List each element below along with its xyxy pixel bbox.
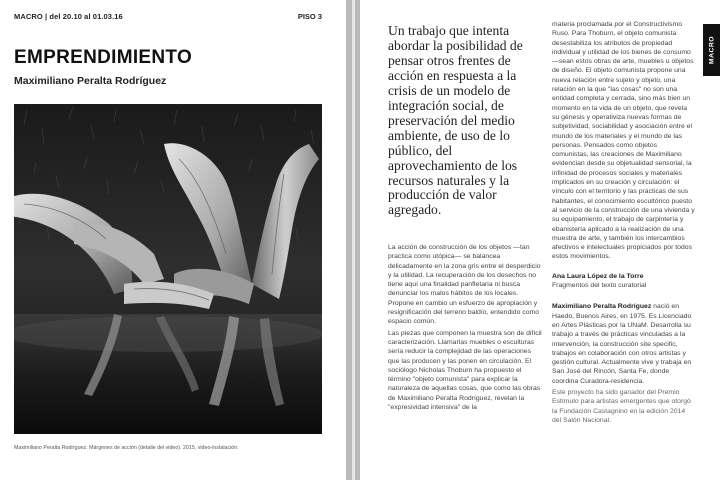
paragraph: materia proclamada por el Constructivismo Ruso. Para Thoburn, el objeto comunista desestabiliza los atributos de propiedad individual y utilidad de los bienes de consumo —sean estos obras de arte, muebles u objetos de diseño. El objeto comunista propone una nueva relación entre sujeto y objeto, una relación en la que "las cosas" no son una entidad completa y cerrada, sino más bien un momento en la vida de un objeto, que revela su génesis y operativiza nuevas formas de subjetividad, sociabilidad y asociación entre el mundo de los materiales y el mundo de las personas. Pensados como objetos comunistas, las creaciones de Maximiliano evidencian desde su objetualidad sensorial, la infinidad de procesos sociales y materiales implicados en su creación y circulación: el vínculo con el territorio y las prácticas de sus habitantes, el conocimiento escultórico puesto al servicio de la construcción de una vivienda y su equipamiento, el trabajo de carpintería y ebanistería aplicado a la realización de una muestra de arte, y también los intercambios afectivos e intelectuales propiciados por todos estos movimientos. [552,21,695,261]
left-page [0,0,346,480]
page-title: EMPRENDIMIENTO [14,47,193,68]
bio-artist-name: Maximiliano Peralta Rodríguez [552,303,652,311]
section-side-tab [703,24,720,76]
bio-text: nació en Haedo, Buenos Aires, en 1975. Es Licenciado en Artes Plásticas por la UNaM. Desarrolla su trabajo a través de prácticas vinculadas a la intervención, la construcción site specific, trabajos en colaboración con otros artistas y gestión cultural. Actualmente vive y trabaja en San José del Rincón, Santa Fe, donde coordina Curadora-residencia. [552,303,692,385]
exhibition-dates-header: MACRO | del 20.10 al 01.03.16 [14,12,123,21]
side-tab-label: MACRO [708,35,715,65]
artwork-photo [14,104,322,434]
text-column-1 [388,243,543,412]
text-column-2 [552,20,695,425]
gutter-highlight [352,0,355,480]
artist-bio [552,302,695,386]
curator-name: Ana Laura López de la Torre [552,272,644,280]
curator-signature [552,272,695,291]
artist-name: Maximiliano Peralta Rodríguez [14,75,167,87]
right-page [360,0,720,480]
floor-header: PISO 3 [297,12,322,21]
paragraph: Las piezas que componen la muestra son de difícil caracterización. Llamarlas muebles o esculturas sería reducir la complejidad de las operaciones que las producen y las ponen en circulación. El sociólogo Nicholas Thoburn ha propuesto el término "objeto comunista" para explicar la naturaleza de aquellas cosas, que como las obras de Maximiliano Peralta Rodríguez, revelan la "expresividad intensiva" de la [388,329,542,412]
paragraph: La acción de construcción de los objetos —tan practica como utópica— se balancea delicadamente en la zona gris entre el desperdicio y la utilidad. La recuperación de los desechos no tiene aquí una finalidad panfletaria ni busca denunciar los malos hábitos de los locales. Propone en cambio un esfuerzo de apropiación y resignificación del terreno baldío, entendido como espacio común. [388,244,541,326]
photo-caption: Maximiliano Peralta Rodríguez. Márgenes de acción (detalle del video). 2015, video-instalación. [14,445,239,451]
curator-role: Fragmentos del texto curatorial [552,282,647,290]
pull-quote: Un trabajo que intenta abordar la posibilidad de pensar otros frentes de acción en respuesta a la crisis de un modelo de integración social, de preservación del medio ambiente, de uso de lo público, del aprovechamiento de los recursos naturales y la producción de valor agregado. [388,23,523,218]
award-note: Este proyecto ha sido ganador del Premio Estímulo para artistas emergentes que otorgó la Fundación Castagnino en la edición 2014 del Salón Nacional. [552,388,691,424]
